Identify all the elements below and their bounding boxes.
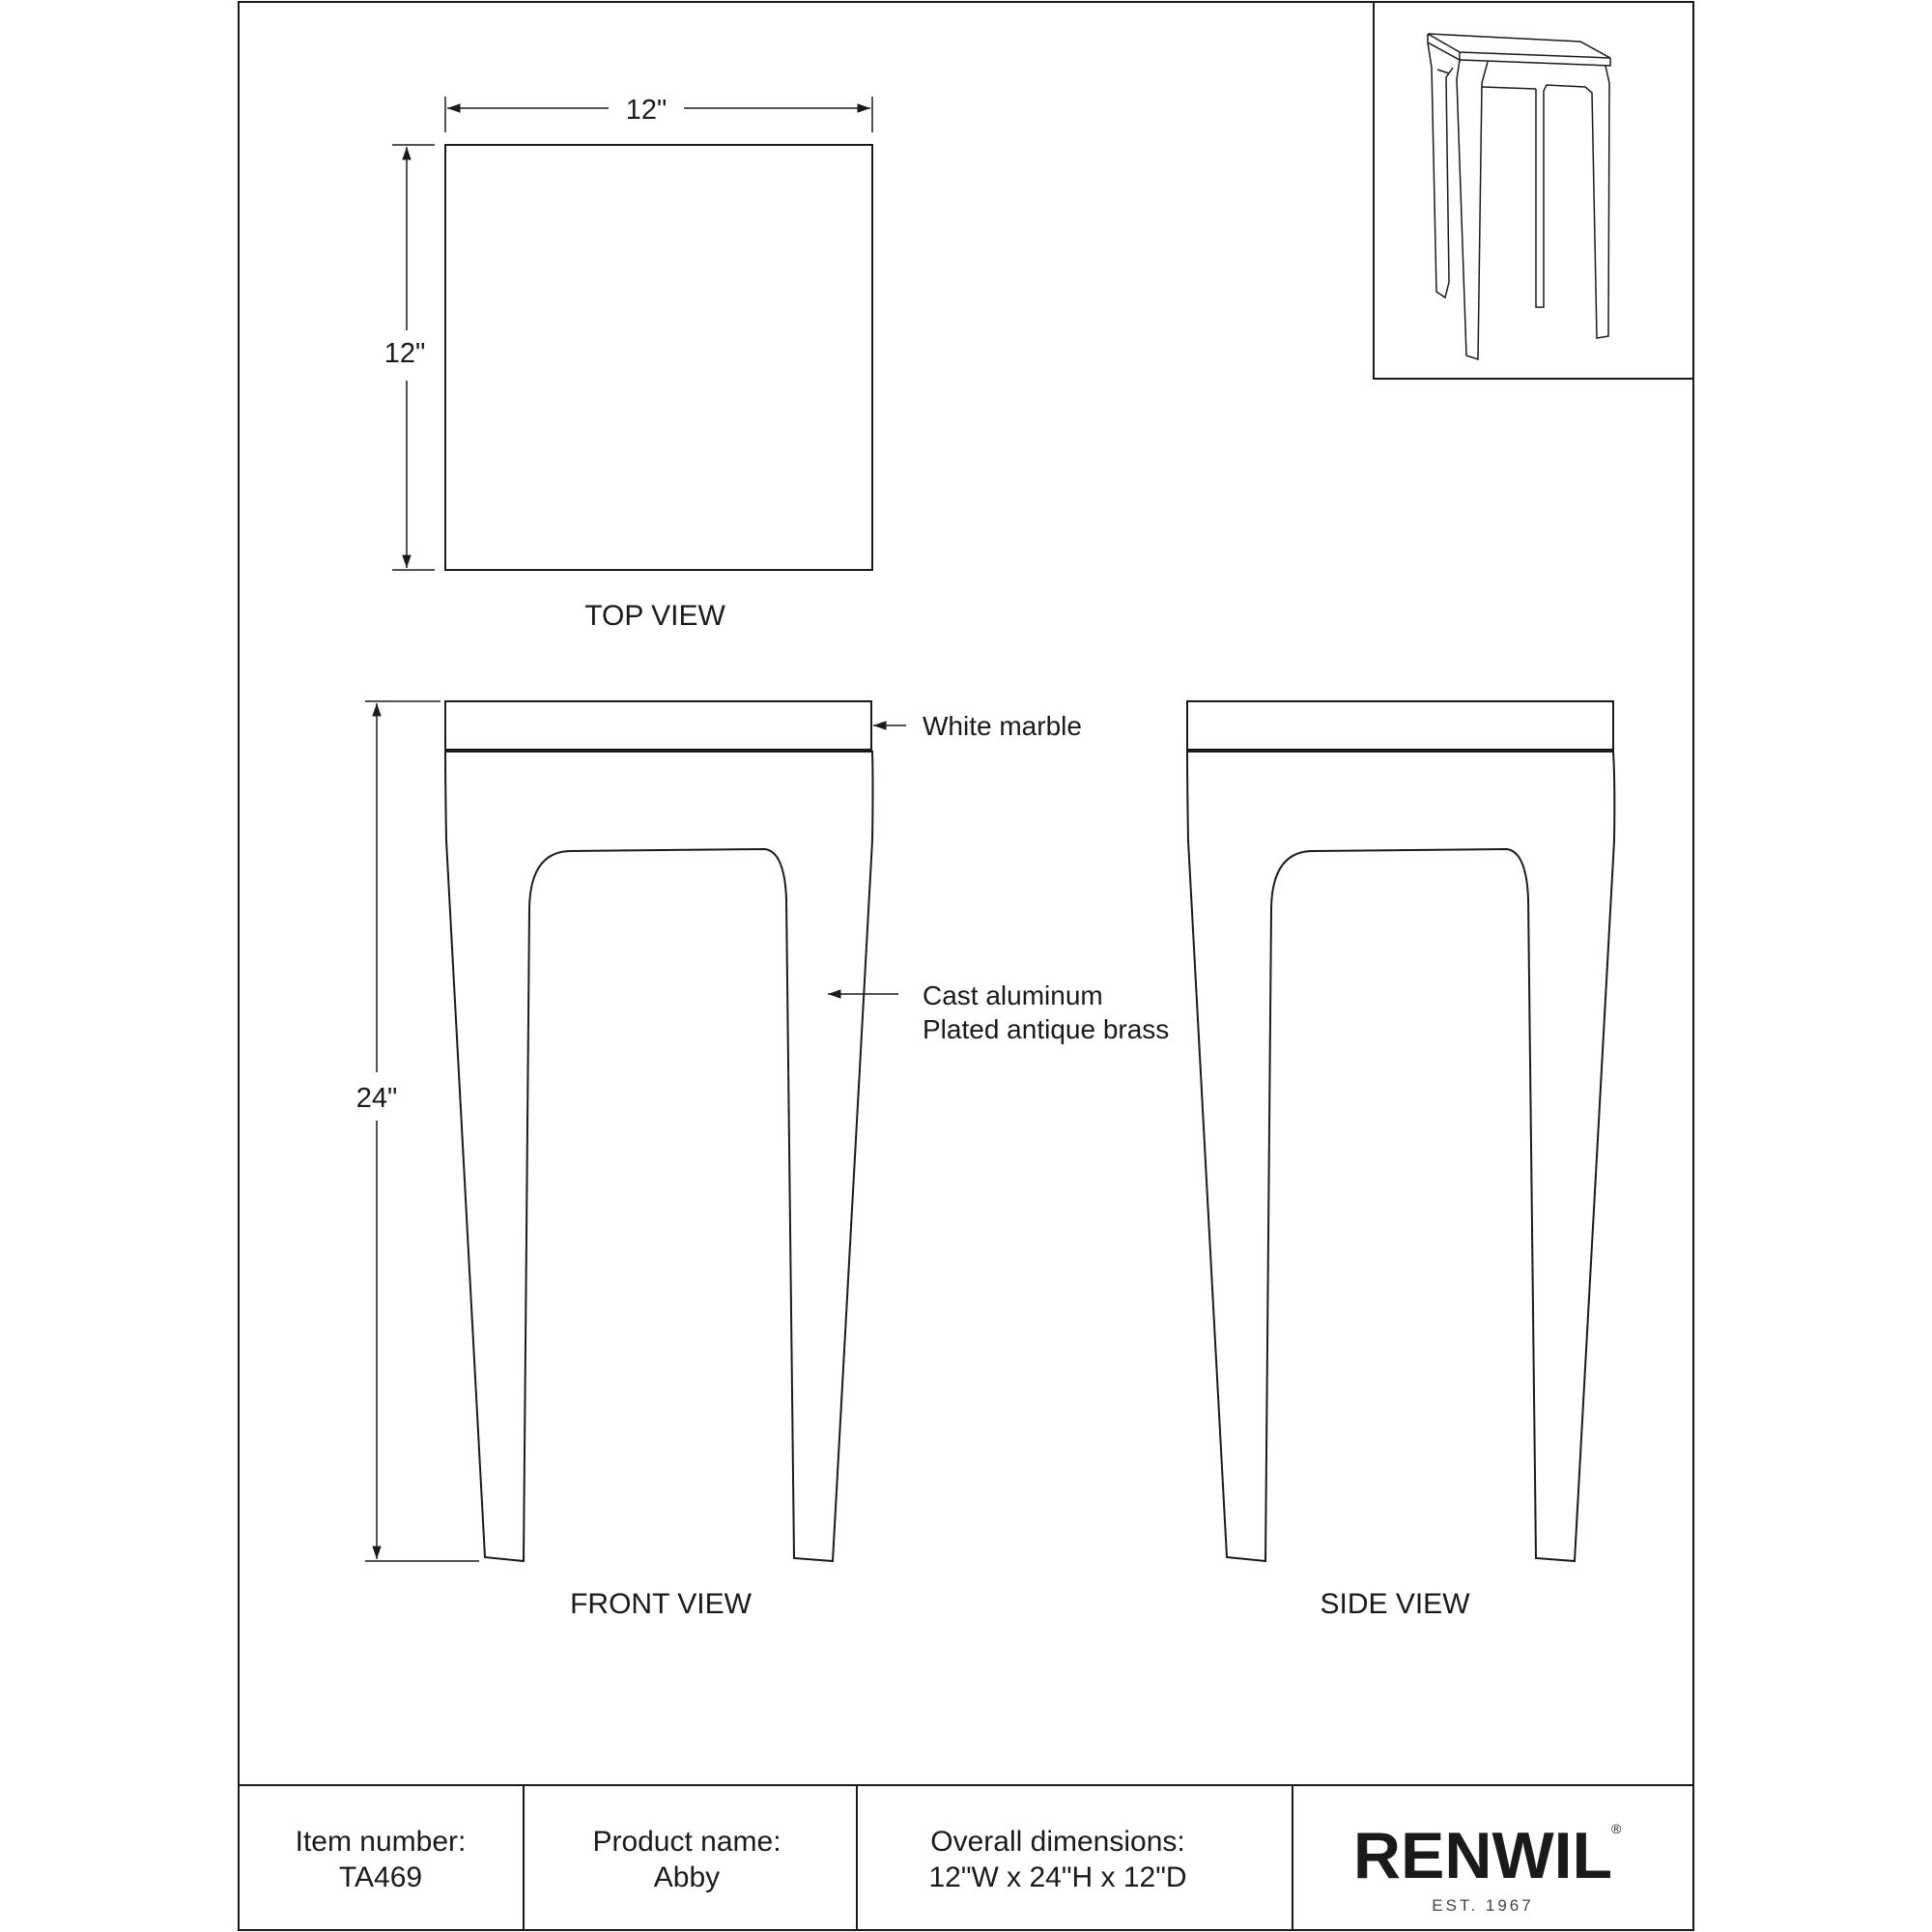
side-marble-top: [1187, 701, 1613, 750]
item-number-value: TA469: [338, 1861, 423, 1893]
product-name-value: Abby: [653, 1861, 721, 1893]
front-view-title: FRONT VIEW: [570, 1588, 752, 1620]
front-marble-top: [445, 701, 871, 750]
front-base-outline: [445, 752, 873, 1561]
established-text: EST. 1967: [1432, 1896, 1534, 1915]
sheet-border: [239, 2, 1693, 1930]
top-view: [392, 97, 872, 570]
overall-dimensions-label: Overall dimensions:: [930, 1826, 1185, 1858]
callout-base-material-2: Plated antique brass: [923, 1014, 1170, 1044]
top-depth-label: 12": [384, 338, 426, 369]
top-width-label: 12": [625, 95, 668, 126]
callout-top-material: White marble: [923, 711, 1082, 741]
brand-logo: RENWIL: [1352, 1819, 1613, 1892]
side-view: [1187, 701, 1614, 1561]
callout-base-material-1: Cast aluminum: [923, 980, 1103, 1010]
side-base-outline: [1187, 752, 1614, 1561]
top-view-outline: [445, 145, 872, 570]
overall-dimensions-value: 12"W x 24"H x 12"D: [928, 1861, 1187, 1893]
product-name-label: Product name:: [592, 1826, 781, 1858]
height-label: 24": [355, 1083, 398, 1114]
registered-mark: ®: [1611, 1821, 1622, 1836]
top-view-title: TOP VIEW: [584, 600, 725, 632]
perspective-view: [1374, 2, 1693, 379]
front-view: [365, 701, 906, 1561]
item-number-label: Item number:: [295, 1826, 467, 1858]
side-view-title: SIDE VIEW: [1320, 1588, 1470, 1620]
